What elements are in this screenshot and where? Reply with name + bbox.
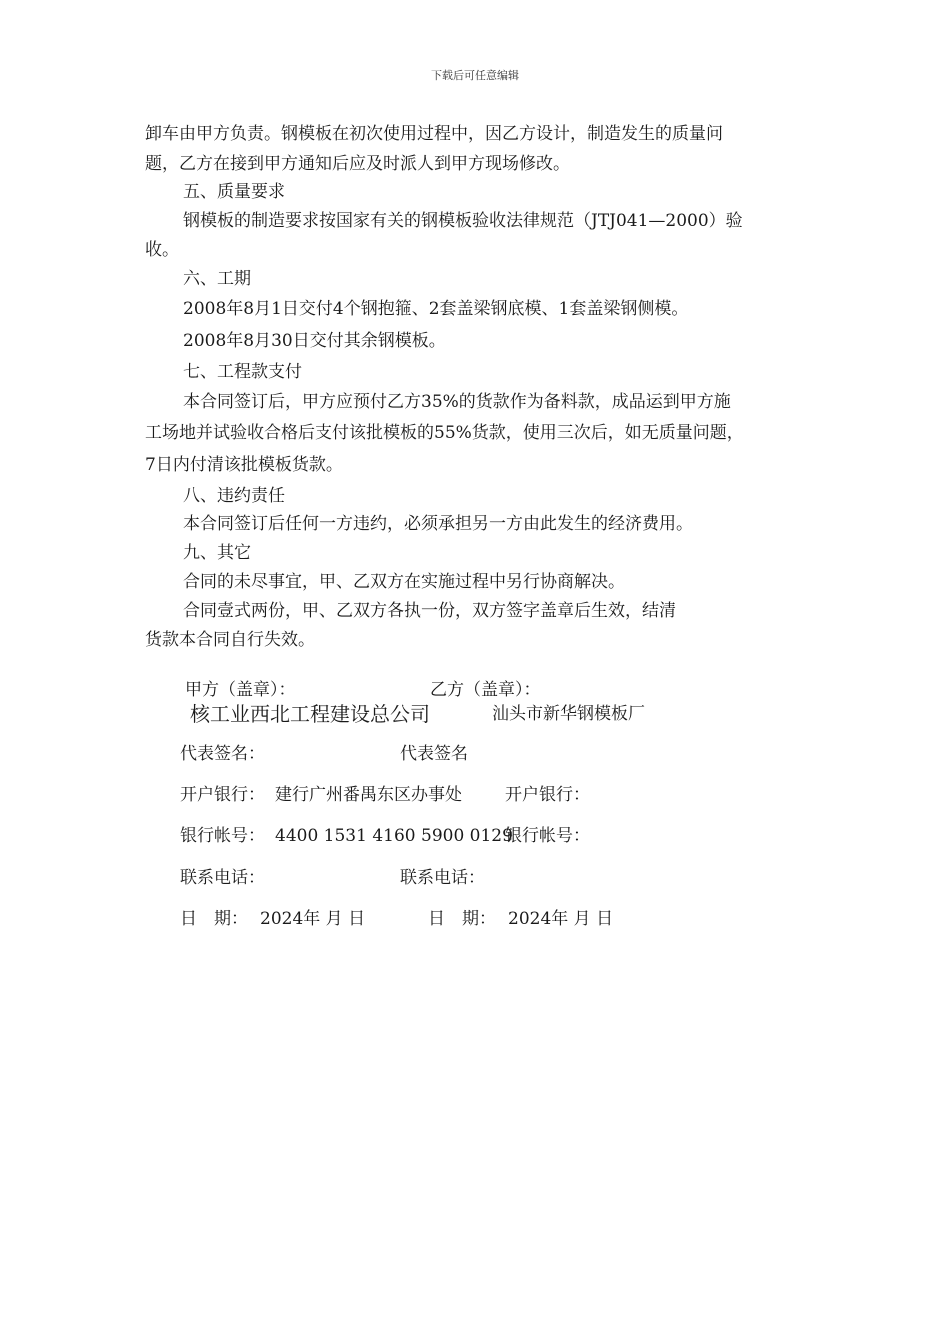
body-line: 合同的未尽事宜，甲、乙双方在实施过程中另行协商解决。 — [183, 572, 625, 592]
party-a-phone-label: 联系电话： — [180, 868, 265, 888]
party-a-account-value: 4400 1531 4160 5900 0129 — [275, 826, 513, 846]
party-a-rep-label: 代表签名： — [180, 744, 265, 764]
body-line: 货款本合同自行失效。 — [145, 630, 315, 650]
section-heading-payment: 七、工程款支付 — [183, 362, 302, 382]
party-b-account-label: 银行帐号： — [505, 826, 590, 846]
body-line: 合同壹式两份，甲、乙双方各执一份，双方签字盖章后生效，结清 — [183, 601, 676, 621]
body-line: 2008年8月1日交付4个钢抱箍、2套盖梁钢底模、1套盖梁钢侧模。 — [183, 299, 689, 319]
party-b-phone-label: 联系电话： — [400, 868, 485, 888]
party-b-rep-label: 代表签名 — [400, 744, 468, 764]
body-line: 题，乙方在接到甲方通知后应及时派人到甲方现场修改。 — [145, 154, 570, 174]
body-line: 7日内付清该批模板货款。 — [145, 455, 343, 475]
body-line: 工场地并试验收合格后支付该批模板的55%货款，使用三次后，如无质量问题， — [145, 423, 744, 443]
party-a-bank-label: 开户银行： — [180, 785, 265, 805]
party-b-date-value: 2024年 月 日 — [508, 909, 614, 929]
section-heading-quality: 五、质量要求 — [183, 182, 285, 202]
section-heading-schedule: 六、工期 — [183, 269, 251, 289]
party-a-date-value: 2024年 月 日 — [260, 909, 366, 929]
body-line: 本合同签订后任何一方违约，必须承担另一方由此发生的经济费用。 — [183, 514, 693, 534]
party-b-bank-label: 开户银行： — [505, 785, 590, 805]
party-b-date-label: 日 期： — [428, 909, 496, 929]
body-line: 2008年8月30日交付其余钢模板。 — [183, 331, 446, 351]
party-a-name: 核工业西北工程建设总公司 — [190, 702, 430, 726]
section-heading-other: 九、其它 — [183, 543, 251, 563]
party-b-seal-label: 乙方（盖章）： — [430, 680, 541, 700]
party-a-seal-label: 甲方（盖章）： — [185, 680, 296, 700]
body-line: 钢模板的制造要求按国家有关的钢模板验收法律规范（JTJ041—2000）验 — [183, 211, 743, 231]
party-a-account-label: 银行帐号： — [180, 826, 265, 846]
body-line: 收。 — [145, 240, 179, 260]
body-line: 本合同签订后，甲方应预付乙方35%的货款作为备料款，成品运到甲方施 — [183, 392, 731, 412]
party-a-bank-value: 建行广州番禺东区办事处 — [275, 785, 462, 805]
section-heading-liability: 八、违约责任 — [183, 486, 285, 506]
body-line: 卸车由甲方负责。钢模板在初次使用过程中，因乙方设计，制造发生的质量问 — [145, 124, 723, 144]
party-a-date-label: 日 期： — [180, 909, 248, 929]
header-note: 下载后可任意编辑 — [431, 69, 519, 82]
party-b-name: 汕头市新华钢模板厂 — [492, 704, 645, 724]
